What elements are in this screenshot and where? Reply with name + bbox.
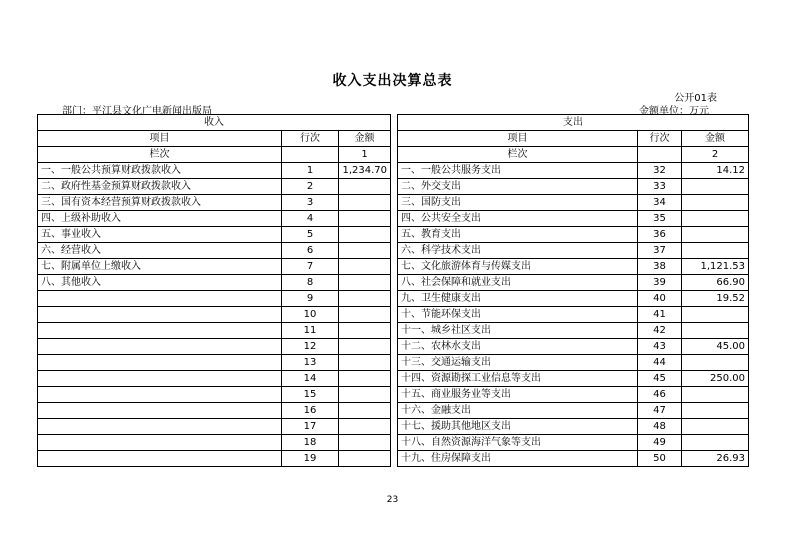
income-item-cell xyxy=(38,291,282,307)
income-item-cell: 二、政府性基金预算财政拨款收入 xyxy=(38,179,282,195)
income-amount-cell xyxy=(339,403,391,419)
expense-item-cell: 十五、商业服务业等支出 xyxy=(398,387,638,403)
income-amount-cell xyxy=(339,451,391,467)
expense-row-no-header: 行次 xyxy=(638,131,682,147)
expense-row-no-cell: 49 xyxy=(638,435,682,451)
income-amount-cell: 1,234.70 xyxy=(339,163,391,179)
income-header: 收入 xyxy=(38,115,391,131)
income-amount-cell xyxy=(339,243,391,259)
table-row xyxy=(38,163,749,179)
column-gap xyxy=(391,131,398,147)
expense-amount-cell xyxy=(682,435,749,451)
income-row-no-cell: 16 xyxy=(282,403,339,419)
income-row-no-cell: 8 xyxy=(282,275,339,291)
column-gap xyxy=(391,259,398,275)
expense-item-header: 项目 xyxy=(398,131,638,147)
table-row xyxy=(38,227,749,243)
column-gap xyxy=(391,147,398,163)
table-row xyxy=(38,435,749,451)
expense-amount-cell xyxy=(682,307,749,323)
income-amount-cell xyxy=(339,355,391,371)
column-number-row xyxy=(38,147,749,163)
expense-item-cell: 五、教育支出 xyxy=(398,227,638,243)
column-header-row xyxy=(38,131,749,147)
expense-amount-cell xyxy=(682,211,749,227)
table-row xyxy=(38,419,749,435)
column-gap xyxy=(391,195,398,211)
income-row-no-cell: 4 xyxy=(282,211,339,227)
table-row xyxy=(38,339,749,355)
expense-amount-cell: 45.00 xyxy=(682,339,749,355)
column-gap xyxy=(391,211,398,227)
income-item-cell xyxy=(38,339,282,355)
expense-item-cell: 七、文化旅游体育与传媒支出 xyxy=(398,259,638,275)
expense-item-cell: 十、节能环保支出 xyxy=(398,307,638,323)
expense-amount-cell xyxy=(682,323,749,339)
income-amount-cell xyxy=(339,307,391,323)
income-item-cell xyxy=(38,435,282,451)
income-item-cell: 八、其他收入 xyxy=(38,275,282,291)
income-row-no-cell: 14 xyxy=(282,371,339,387)
expense-amount-cell xyxy=(682,387,749,403)
empty-cell xyxy=(638,147,682,163)
income-item-cell xyxy=(38,307,282,323)
income-item-cell: 六、经营收入 xyxy=(38,243,282,259)
income-amount-cell xyxy=(339,195,391,211)
column-gap xyxy=(391,355,398,371)
expense-row-no-cell: 45 xyxy=(638,371,682,387)
table-row xyxy=(38,371,749,387)
income-amount-cell xyxy=(339,371,391,387)
expense-amount-cell: 26.93 xyxy=(682,451,749,467)
income-row-no-cell: 13 xyxy=(282,355,339,371)
income-item-cell xyxy=(38,403,282,419)
income-amount-cell xyxy=(339,275,391,291)
expense-item-cell: 十一、城乡社区支出 xyxy=(398,323,638,339)
column-gap xyxy=(391,435,398,451)
expense-amount-cell xyxy=(682,419,749,435)
column-gap xyxy=(391,291,398,307)
unit-label: 金额单位：万元 xyxy=(639,106,709,117)
income-item-cell xyxy=(38,387,282,403)
income-amount-cell xyxy=(339,435,391,451)
column-gap xyxy=(391,275,398,291)
income-row-no-cell: 17 xyxy=(282,419,339,435)
expense-item-cell: 十六、金融支出 xyxy=(398,403,638,419)
column-gap xyxy=(391,451,398,467)
empty-cell xyxy=(282,147,339,163)
expense-row-no-cell: 39 xyxy=(638,275,682,291)
expense-column-number: 2 xyxy=(682,147,749,163)
expense-item-cell: 十八、自然资源海洋气象等支出 xyxy=(398,435,638,451)
expense-amount-cell xyxy=(682,179,749,195)
income-amount-cell xyxy=(339,211,391,227)
expense-row-no-cell: 32 xyxy=(638,163,682,179)
income-amount-cell xyxy=(339,419,391,435)
expense-item-cell: 十二、农林水支出 xyxy=(398,339,638,355)
table-row xyxy=(38,259,749,275)
income-item-cell: 三、国有资本经营预算财政拨款收入 xyxy=(38,195,282,211)
table-row xyxy=(38,323,749,339)
income-item-header: 项目 xyxy=(38,131,282,147)
income-amount-cell xyxy=(339,227,391,243)
income-row-no-cell: 5 xyxy=(282,227,339,243)
expense-row-no-cell: 50 xyxy=(638,451,682,467)
expense-amount-cell: 19.52 xyxy=(682,291,749,307)
column-gap xyxy=(391,163,398,179)
table-row xyxy=(38,355,749,371)
expense-amount-cell xyxy=(682,355,749,371)
table-row xyxy=(38,403,749,419)
income-item-cell: 七、附属单位上缴收入 xyxy=(38,259,282,275)
expense-row-no-cell: 33 xyxy=(638,179,682,195)
table-row xyxy=(38,387,749,403)
expense-item-cell: 十四、资源勘探工业信息等支出 xyxy=(398,371,638,387)
expense-row-no-cell: 37 xyxy=(638,243,682,259)
income-amount-cell xyxy=(339,323,391,339)
table-row xyxy=(38,243,749,259)
table-row xyxy=(38,211,749,227)
expense-item-cell: 四、公共安全支出 xyxy=(398,211,638,227)
income-row-no-cell: 6 xyxy=(282,243,339,259)
income-item-cell xyxy=(38,355,282,371)
column-gap xyxy=(391,323,398,339)
expense-row-no-cell: 38 xyxy=(638,259,682,275)
expense-amount-cell xyxy=(682,243,749,259)
department-label: 部门：平江县文化广电新闻出版局 xyxy=(62,106,212,117)
column-gap xyxy=(391,339,398,355)
column-gap xyxy=(391,179,398,195)
income-amount-cell xyxy=(339,339,391,355)
income-amount-cell xyxy=(339,259,391,275)
income-item-cell xyxy=(38,371,282,387)
column-gap xyxy=(391,115,398,131)
income-amount-cell xyxy=(339,387,391,403)
income-item-cell: 一、一般公共预算财政拨款收入 xyxy=(38,163,282,179)
expense-row-no-cell: 40 xyxy=(638,291,682,307)
income-expense-table xyxy=(37,114,749,467)
income-row-no-cell: 7 xyxy=(282,259,339,275)
expense-amount-cell xyxy=(682,227,749,243)
expense-amount-header: 金额 xyxy=(682,131,749,147)
expense-item-cell: 三、国防支出 xyxy=(398,195,638,211)
income-row-no-cell: 10 xyxy=(282,307,339,323)
expense-amount-cell xyxy=(682,195,749,211)
expense-amount-cell xyxy=(682,403,749,419)
column-gap xyxy=(391,307,398,323)
income-row-no-cell: 1 xyxy=(282,163,339,179)
income-amount-header: 金额 xyxy=(339,131,391,147)
table-row xyxy=(38,307,749,323)
table-row xyxy=(38,195,749,211)
form-code: 公开01表 xyxy=(674,93,717,104)
expense-row-no-cell: 48 xyxy=(638,419,682,435)
table-row xyxy=(38,275,749,291)
document-title: 收入支出决算总表 xyxy=(332,73,453,89)
column-gap xyxy=(391,371,398,387)
column-gap xyxy=(391,419,398,435)
expense-row-no-cell: 34 xyxy=(638,195,682,211)
expense-item-cell: 十七、援助其他地区支出 xyxy=(398,419,638,435)
expense-amount-cell: 1,121.53 xyxy=(682,259,749,275)
expense-item-cell: 十三、交通运输支出 xyxy=(398,355,638,371)
page-number: 23 xyxy=(386,495,399,505)
income-column-label: 栏次 xyxy=(38,147,282,163)
income-item-cell xyxy=(38,451,282,467)
column-gap xyxy=(391,227,398,243)
expense-row-no-cell: 47 xyxy=(638,403,682,419)
income-row-no-cell: 2 xyxy=(282,179,339,195)
expense-row-no-cell: 43 xyxy=(638,339,682,355)
income-item-cell xyxy=(38,323,282,339)
expense-row-no-cell: 44 xyxy=(638,355,682,371)
expense-item-cell: 十九、住房保障支出 xyxy=(398,451,638,467)
income-item-cell xyxy=(38,419,282,435)
income-item-cell: 四、上级补助收入 xyxy=(38,211,282,227)
table-row xyxy=(38,451,749,467)
expense-row-no-cell: 36 xyxy=(638,227,682,243)
column-gap xyxy=(391,403,398,419)
column-gap xyxy=(391,387,398,403)
income-row-no-cell: 19 xyxy=(282,451,339,467)
expense-amount-cell: 66.90 xyxy=(682,275,749,291)
expense-amount-cell: 14.12 xyxy=(682,163,749,179)
income-column-number: 1 xyxy=(339,147,391,163)
expense-column-label: 栏次 xyxy=(398,147,638,163)
income-row-no-header: 行次 xyxy=(282,131,339,147)
table-row xyxy=(38,291,749,307)
income-row-no-cell: 3 xyxy=(282,195,339,211)
expense-item-cell: 六、科学技术支出 xyxy=(398,243,638,259)
expense-item-cell: 二、外交支出 xyxy=(398,179,638,195)
expense-amount-cell: 250.00 xyxy=(682,371,749,387)
income-amount-cell xyxy=(339,291,391,307)
table-row xyxy=(38,179,749,195)
expense-row-no-cell: 46 xyxy=(638,387,682,403)
income-row-no-cell: 11 xyxy=(282,323,339,339)
income-row-no-cell: 15 xyxy=(282,387,339,403)
income-amount-cell xyxy=(339,179,391,195)
income-row-no-cell: 12 xyxy=(282,339,339,355)
expense-item-cell: 八、社会保障和就业支出 xyxy=(398,275,638,291)
expense-row-no-cell: 42 xyxy=(638,323,682,339)
expense-row-no-cell: 35 xyxy=(638,211,682,227)
income-row-no-cell: 9 xyxy=(282,291,339,307)
table-header-row xyxy=(38,115,749,131)
expense-header: 支出 xyxy=(398,115,749,131)
expense-item-cell: 九、卫生健康支出 xyxy=(398,291,638,307)
expense-row-no-cell: 41 xyxy=(638,307,682,323)
income-item-cell: 五、事业收入 xyxy=(38,227,282,243)
column-gap xyxy=(391,243,398,259)
expense-item-cell: 一、一般公共服务支出 xyxy=(398,163,638,179)
income-row-no-cell: 18 xyxy=(282,435,339,451)
